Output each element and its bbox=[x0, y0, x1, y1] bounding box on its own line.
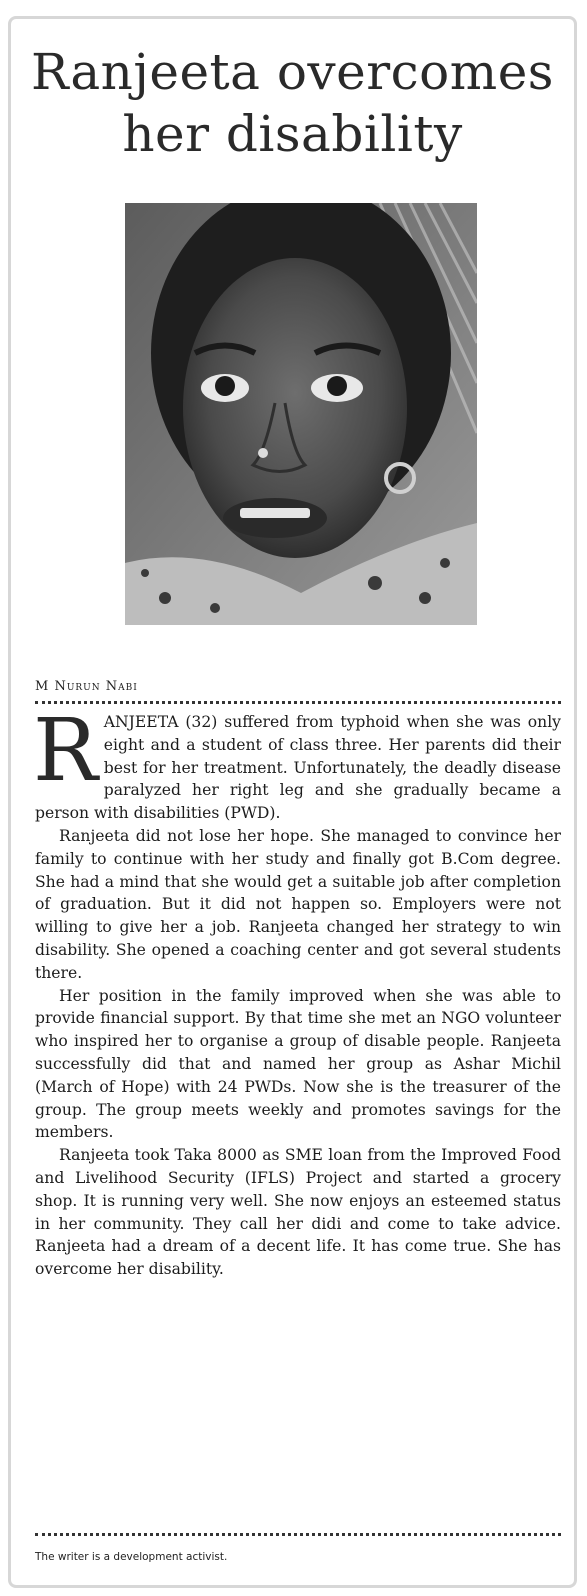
footnote: The writer is a development activist. bbox=[35, 1551, 228, 1563]
paragraph-1 bbox=[33, 701, 561, 825]
headline bbox=[11, 41, 574, 165]
portrait-illustration bbox=[125, 203, 477, 625]
headline-line-1: Ranjeeta overcomes bbox=[31, 43, 554, 101]
article-body bbox=[33, 701, 561, 1281]
paragraph-2: Ranjeeta did not lose her hope. She managed to convince her family to continue with her study and finally got B.Com degree. She had a mind that she would get a suitable job after completion of graduation. But it did not happen so. Employers were not willing to give her a job. Ranjeeta changed her strategy to win disability. She opened a coaching center and got several students there. bbox=[35, 826, 561, 982]
paragraph-4: Ranjeeta took Taka 8000 as SME loan from the Improved Food and Livelihood Security (IFLS) Project and started a grocery shop. It is running very well. She now enjoys an esteemed status in her community. They call her didi and come to take advice. Ranjeeta had a dream of a decent life. It has come true. She has overcome her disability. bbox=[35, 1146, 561, 1279]
article-frame bbox=[8, 16, 577, 1588]
headline-line-2: her disability bbox=[122, 105, 463, 163]
paragraph-3: Her position in the family improved when she was able to provide financial support. By that time she met an NGO volunteer who inspired her to organise a group of disable people. Ranjeeta successfully did that and named her group as Ashar Michil (March of Hope) with 24 PWDs. Now she is the treasurer of the group. The group meets weekly and promotes savings for the members. bbox=[35, 986, 561, 1142]
drop-cap: R bbox=[33, 701, 98, 801]
paragraph-1-text: ANJEETA (32) suffered from typhoid when she was only eight and a student of class three. Her parents did their best for her treatment. Unfortunately, the deadly disease paralyzed her right leg and she gradually became a person with disabilities (PWD). bbox=[35, 713, 561, 823]
divider-top bbox=[35, 701, 561, 704]
portrait-photo bbox=[125, 203, 477, 625]
byline: M Nurun Nabi bbox=[35, 679, 138, 694]
divider-bottom bbox=[35, 1533, 561, 1536]
